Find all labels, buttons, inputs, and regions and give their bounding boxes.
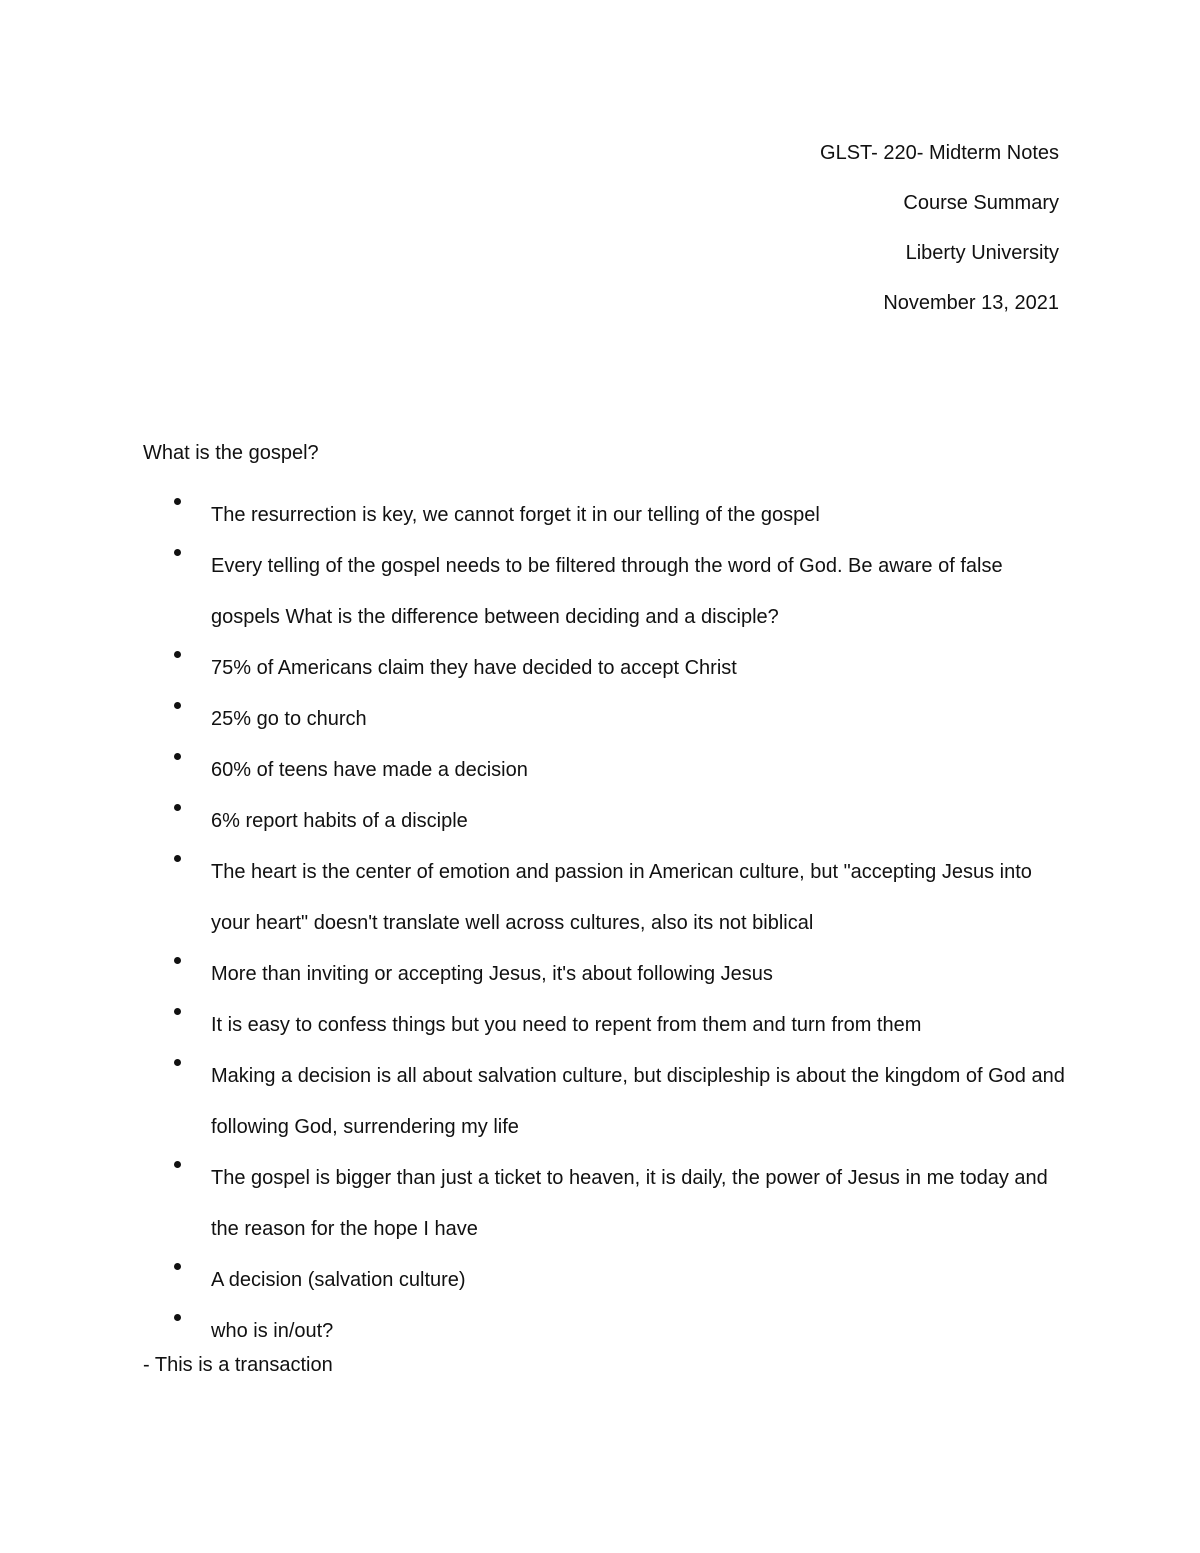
list-item-text: 25% go to church: [211, 708, 367, 730]
bullet-icon: [174, 549, 181, 556]
list-item-text: It is easy to confess things but you need to repent from them and turn from them: [211, 1014, 922, 1036]
bullet-icon: [174, 651, 181, 658]
bullet-icon: [174, 1263, 181, 1270]
list-item-text: Making a decision is all about salvation culture, but discipleship is about the kingdom of God and following God, surrendering my life: [211, 1065, 1065, 1138]
bullet-icon: [174, 702, 181, 709]
document-header: [820, 140, 1059, 340]
list-item: [0, 834, 1071, 949]
list-item-text: The resurrection is key, we cannot forget it in our telling of the gospel: [211, 504, 820, 526]
list-item: [0, 1293, 1071, 1357]
bullet-icon: [174, 957, 181, 964]
bullet-icon: [174, 1314, 181, 1321]
bullet-icon: [174, 804, 181, 811]
list-item-text: The heart is the center of emotion and passion in American culture, but "accepting Jesus into your heart" doesn't translate well across cultures, also its not biblical: [211, 861, 1032, 934]
list-item: [0, 1140, 1071, 1255]
document-date: November 13, 2021: [883, 292, 1059, 314]
list-item: [0, 528, 1071, 643]
list-item-text: 75% of Americans claim they have decided to accept Christ: [211, 657, 737, 679]
list-item-text: 60% of teens have made a decision: [211, 759, 528, 781]
bullet-icon: [174, 1008, 181, 1015]
list-item-text: More than inviting or accepting Jesus, it's about following Jesus: [211, 963, 773, 985]
list-item-text: The gospel is bigger than just a ticket to heaven, it is daily, the power of Jesus in me today and the reason for the hope I have: [211, 1167, 1048, 1240]
bullet-list: [0, 490, 1200, 1357]
list-item-text: A decision (salvation culture): [211, 1269, 466, 1291]
bullet-icon: [174, 753, 181, 760]
trailing-note: - This is a transaction: [143, 1354, 333, 1376]
document-subtitle: Course Summary: [903, 192, 1059, 214]
bullet-icon: [174, 855, 181, 862]
list-item-text: who is in/out?: [211, 1320, 334, 1342]
list-item: [0, 1038, 1071, 1153]
bullet-icon: [174, 1059, 181, 1066]
bullet-icon: [174, 1161, 181, 1168]
bullet-icon: [174, 498, 181, 505]
section-question: What is the gospel?: [143, 442, 319, 464]
list-item-text: Every telling of the gospel needs to be filtered through the word of God. Be aware of false gospels What is the difference between deciding and a disciple?: [211, 555, 1003, 628]
list-item-text: 6% report habits of a disciple: [211, 810, 468, 832]
institution-name: Liberty University: [905, 242, 1059, 264]
course-title: GLST- 220- Midterm Notes: [820, 142, 1059, 164]
